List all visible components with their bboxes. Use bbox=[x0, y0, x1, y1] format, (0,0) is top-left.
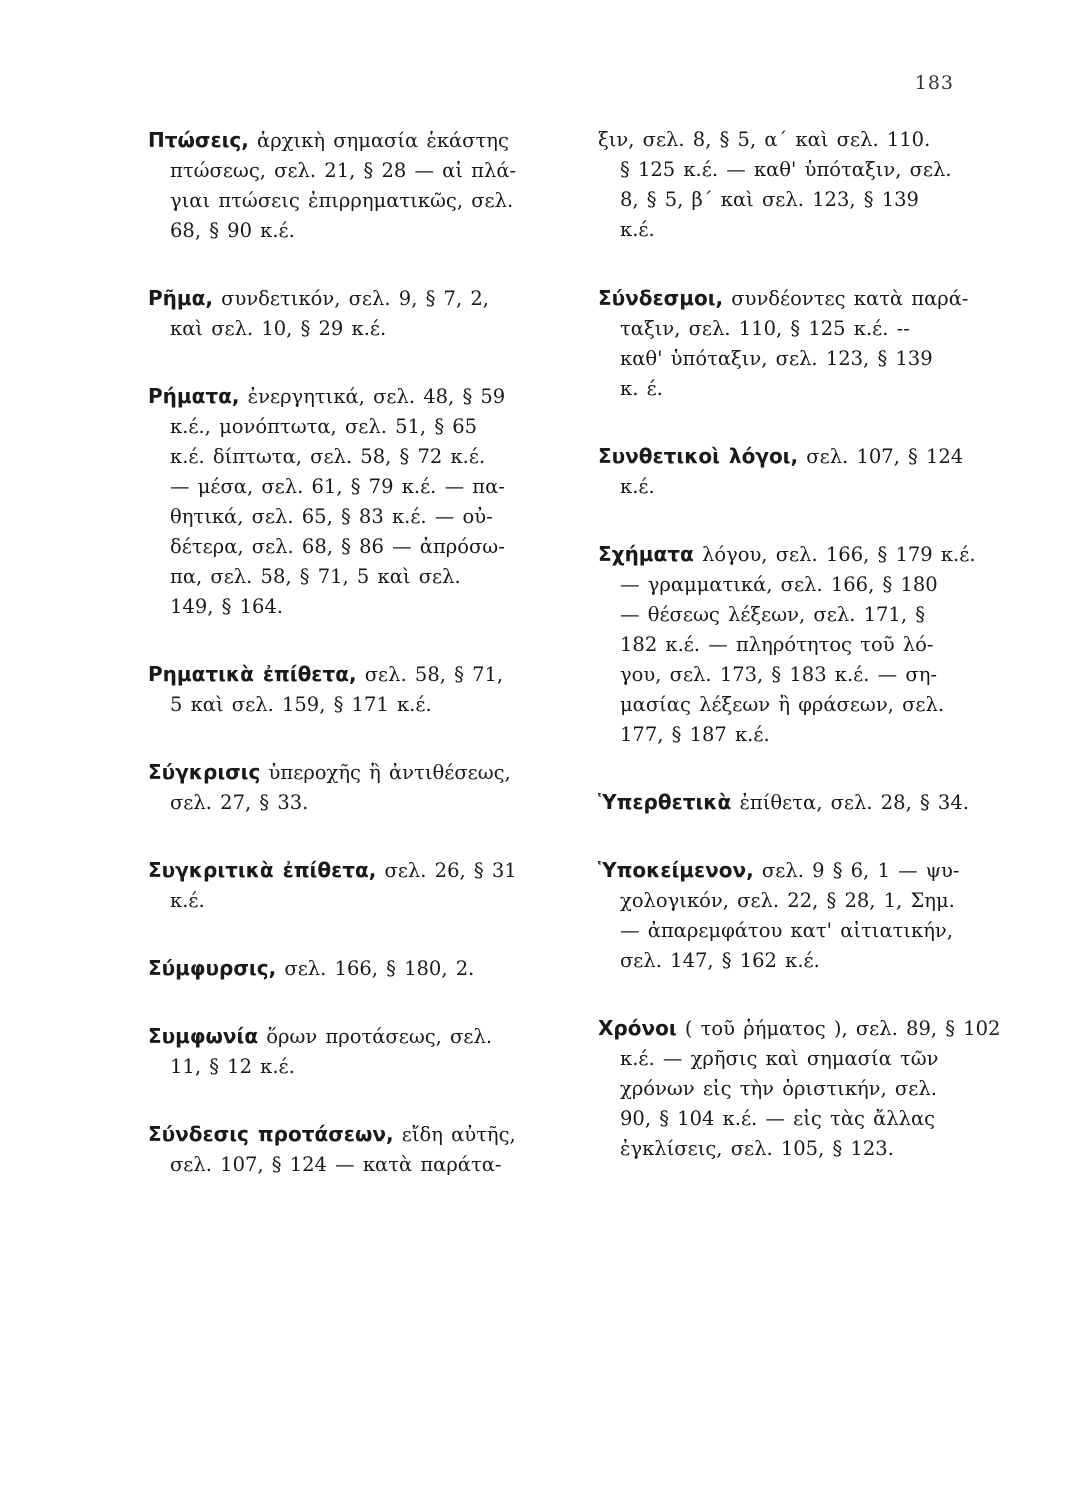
entry-text: λόγου, σελ. 166, § 179 κ.έ. bbox=[693, 543, 976, 566]
entry-continuation-line: 177, § 187 κ.έ. bbox=[620, 723, 770, 746]
entry-first-line bbox=[148, 283, 548, 314]
entry-headword: Ὑποκείμενον, bbox=[598, 858, 754, 882]
index-entry bbox=[148, 381, 548, 622]
entry-continuation-line: γου, σελ. 173, § 183 κ.έ. — ση- bbox=[620, 663, 937, 686]
entry-first-line bbox=[148, 757, 548, 788]
index-entry bbox=[148, 953, 548, 984]
entry-headword: Ρηματικὰ ἐπίθετα, bbox=[148, 662, 357, 686]
entry-first-line bbox=[148, 659, 548, 690]
entry-headword: Ρήματα, bbox=[148, 384, 240, 408]
entry-first-line bbox=[598, 855, 983, 886]
entry-headword: Σύνδεσμοι, bbox=[598, 286, 724, 310]
entry-continuation-line: χολογικόν, σελ. 22, § 28, 1, Σημ. bbox=[620, 889, 955, 912]
index-entry bbox=[598, 855, 983, 976]
entry-text: συνδέοντες κατὰ παρά- bbox=[723, 287, 969, 310]
entry-first-line bbox=[148, 1119, 548, 1150]
entry-first-line bbox=[598, 1013, 1001, 1044]
index-entry bbox=[598, 125, 983, 245]
entry-continuation-line: κ.έ. bbox=[170, 889, 205, 912]
entry-first-line bbox=[598, 787, 983, 818]
entry-headword: Σχήματα bbox=[598, 542, 694, 566]
entry-continuation-line: 11, § 12 κ.έ. bbox=[170, 1055, 295, 1078]
index-entry bbox=[148, 1021, 548, 1082]
entry-headword: Ὑπερθετικὰ bbox=[598, 790, 732, 814]
entry-first-line bbox=[148, 855, 548, 886]
entry-text: συνδετικόν, σελ. 9, § 7, 2, bbox=[212, 287, 489, 310]
entry-first-line bbox=[598, 441, 983, 472]
index-entry bbox=[148, 125, 548, 246]
entry-continuation-line: ἐγκλίσεις, σελ. 105, § 123. bbox=[620, 1137, 894, 1160]
entry-continuation-line: 8, § 5, β΄ καὶ σελ. 123, § 139 bbox=[620, 188, 919, 211]
index-entry bbox=[148, 283, 548, 344]
entry-continuation-line: δέτερα, σελ. 68, § 86 — ἀπρόσω- bbox=[170, 535, 505, 558]
entry-text: ἐπίθετα, σελ. 28, § 34. bbox=[731, 791, 969, 814]
entry-text: ὅρων προτάσεως, σελ. bbox=[258, 1025, 493, 1048]
entry-continuation-line: κ. έ. bbox=[620, 377, 663, 400]
entry-first-line bbox=[148, 381, 548, 412]
entry-text: ( τοῦ ῥήματος ), σελ. 89, § 102 bbox=[676, 1017, 1001, 1040]
entry-text: σελ. 107, § 124 bbox=[798, 445, 964, 468]
page-number: 183 bbox=[914, 72, 954, 94]
entry-continuation-line: γιαι πτώσεις ἐπιρρηματικῶς, σελ. bbox=[170, 189, 514, 212]
index-column-left bbox=[148, 125, 548, 1217]
entry-continuation-line: κ.έ. δίπτωτα, σελ. 58, § 72 κ.έ. bbox=[170, 445, 486, 468]
entry-first-line bbox=[148, 125, 548, 156]
entry-text: ὑπεροχῆς ἢ ἀντιθέσεως, bbox=[260, 761, 511, 784]
entry-first-line bbox=[148, 1021, 548, 1052]
index-entry bbox=[148, 757, 548, 818]
entry-continuation-line: πα, σελ. 58, § 71, 5 καὶ σελ. bbox=[170, 565, 461, 588]
entry-first-line bbox=[598, 283, 983, 314]
entry-headword: Συμφωνία bbox=[148, 1024, 259, 1048]
entry-text: σελ. 58, § 71, bbox=[356, 663, 504, 686]
entry-first-line bbox=[598, 125, 983, 155]
entry-continuation-line: 5 καὶ σελ. 159, § 171 κ.έ. bbox=[170, 693, 432, 716]
entry-text: ἀρχικὴ σημασία ἑκάστης bbox=[248, 129, 509, 152]
entry-continuation-line: κ.έ. bbox=[620, 475, 655, 498]
entry-text: σελ. 166, § 180, 2. bbox=[276, 957, 475, 980]
entry-continuation-line: σελ. 27, § 33. bbox=[170, 791, 309, 814]
index-entry bbox=[148, 1119, 548, 1180]
index-column-right bbox=[598, 125, 1001, 1201]
entry-continuation-line: 149, § 164. bbox=[170, 595, 283, 618]
entry-continuation-line: — θέσεως λέξεων, σελ. 171, § bbox=[620, 603, 925, 626]
index-entry bbox=[148, 659, 548, 720]
entry-headword: Συνθετικοὶ λόγοι, bbox=[598, 444, 799, 468]
entry-first-line bbox=[598, 539, 983, 570]
index-entry bbox=[598, 283, 983, 404]
index-entry bbox=[598, 787, 983, 818]
entry-continuation-line: § 125 κ.έ. — καθ' ὑπόταξιν, σελ. bbox=[620, 158, 952, 181]
entry-continuation-line: 68, § 90 κ.έ. bbox=[170, 219, 295, 242]
entry-text: ἐνεργητικά, σελ. 48, § 59 bbox=[239, 385, 506, 408]
entry-text: εἴδη αὐτῆς, bbox=[393, 1123, 516, 1146]
entry-headword: Ρῆμα, bbox=[148, 286, 213, 310]
entry-headword: Σύμφυρσις, bbox=[148, 956, 277, 980]
index-entry bbox=[598, 1013, 1001, 1164]
entry-first-line bbox=[148, 953, 548, 984]
entry-continuation-line: πτώσεως, σελ. 21, § 28 — αἱ πλά- bbox=[170, 159, 517, 182]
entry-headword: Συγκριτικὰ ἐπίθετα, bbox=[148, 858, 377, 882]
entry-continuation-line: κ.έ., μονόπτωτα, σελ. 51, § 65 bbox=[170, 415, 478, 438]
entry-continuation-line: σελ. 147, § 162 κ.έ. bbox=[620, 949, 820, 972]
entry-headword: Σύνδεσις προτάσεων, bbox=[148, 1122, 394, 1146]
entry-text: σελ. 26, § 31 bbox=[376, 859, 517, 882]
entry-continuation-line: καθ' ὑπόταξιν, σελ. 123, § 139 bbox=[620, 347, 933, 370]
entry-continuation-line: σελ. 107, § 124 — κατὰ παράτα- bbox=[170, 1153, 502, 1176]
entry-text: σελ. 9 § 6, 1 — ψυ- bbox=[753, 859, 960, 882]
index-entry bbox=[598, 539, 983, 750]
entry-continuation-line: χρόνων εἰς τὴν ὁριστικήν, σελ. bbox=[620, 1077, 937, 1100]
entry-continuation-line: κ.έ. — χρῆσις καὶ σημασία τῶν bbox=[620, 1047, 939, 1070]
entry-text: ξιν, σελ. 8, § 5, α΄ καὶ σελ. 110. bbox=[598, 128, 931, 151]
entry-continuation-line: — ἀπαρεμφάτου κατ' αἰτιατικήν, bbox=[620, 919, 953, 942]
index-entry bbox=[598, 441, 983, 502]
entry-continuation-line: καὶ σελ. 10, § 29 κ.έ. bbox=[170, 317, 387, 340]
entry-continuation-line: — μέσα, σελ. 61, § 79 κ.έ. — πα- bbox=[170, 475, 505, 498]
entry-headword: Σύγκρισις bbox=[148, 760, 261, 784]
entry-continuation-line: ταξιν, σελ. 110, § 125 κ.έ. -- bbox=[620, 317, 910, 340]
entry-headword: Χρόνοι bbox=[598, 1016, 677, 1040]
entry-continuation-line: κ.έ. bbox=[620, 218, 655, 241]
entry-continuation-line: 90, § 104 κ.έ. — εἰς τὰς ἄλλας bbox=[620, 1107, 936, 1130]
entry-headword: Πτώσεις, bbox=[148, 128, 249, 152]
entry-continuation-line: μασίας λέξεων ἢ φράσεων, σελ. bbox=[620, 693, 945, 716]
entry-continuation-line: 182 κ.έ. — πληρότητος τοῦ λό- bbox=[620, 633, 934, 656]
index-entry bbox=[148, 855, 548, 916]
entry-continuation-line: θητικά, σελ. 65, § 83 κ.έ. — οὐ- bbox=[170, 505, 493, 528]
entry-continuation-line: — γραμματικά, σελ. 166, § 180 bbox=[620, 573, 938, 596]
